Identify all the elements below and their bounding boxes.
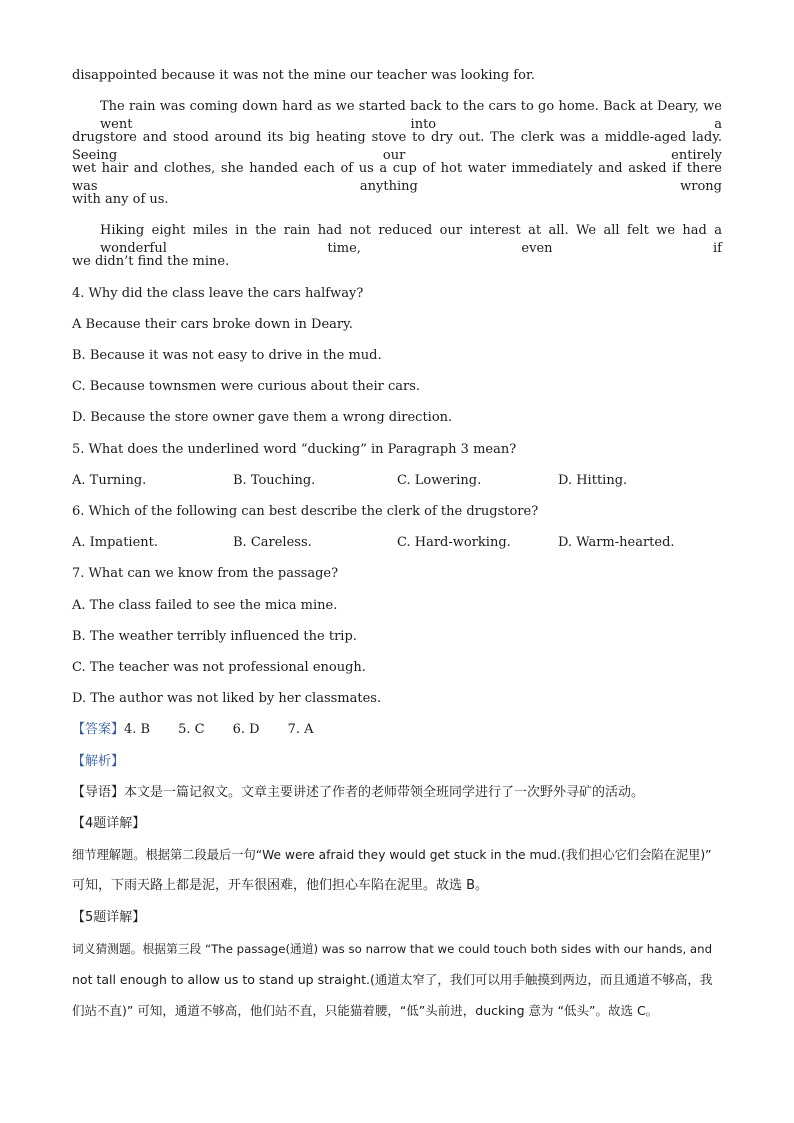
answer-4: 4. B bbox=[124, 722, 151, 737]
question-option: C. Hard-working. bbox=[397, 535, 511, 550]
question-option: A. Turning. bbox=[72, 473, 147, 488]
question-option: D. Because the store owner gave them a wrong direction. bbox=[72, 410, 453, 425]
question-option: D. Hitting. bbox=[558, 473, 628, 488]
answer-7: 7. A bbox=[287, 722, 314, 737]
q4-detail-line: 可知，下雨天路上都是泥，开车很困难，他们担心车陷在泥里。故选 B。 bbox=[72, 878, 489, 893]
q5-detail-line: 们站不直)” 可知，通道不够高，他们站不直，只能猫着腰，“低”头前进，ducking 意为 “低头”。故选 C。 bbox=[72, 1003, 659, 1018]
passage-line: wet hair and clothes, she handed each of us a cup of hot water immediately and asked if there was anything wrong bbox=[72, 161, 722, 194]
analysis-label: 【解析】 bbox=[72, 754, 125, 769]
passage-line: disappointed because it was not the mine our teacher was looking for. bbox=[72, 68, 535, 83]
question-stem: 5. What does the underlined word “ducking” in Paragraph 3 mean? bbox=[72, 442, 517, 457]
answer-5: 5. C bbox=[178, 722, 205, 737]
question-option: D. Warm-hearted. bbox=[558, 535, 675, 550]
question-option: D. The author was not liked by her classmates. bbox=[72, 691, 382, 706]
q4-detail-line: 细节理解题。根据第二段最后一句“We were afraid they would get stuck in the mud.(我们担心它们会陷在泥里)” bbox=[72, 848, 712, 862]
answer-line bbox=[72, 721, 314, 739]
passage-line: Hiking eight miles in the rain had not reduced our interest at all. We all felt we had a wonderful time, even if bbox=[100, 223, 722, 256]
passage-line: we didn’t find the mine. bbox=[72, 254, 230, 269]
question-option: A. Impatient. bbox=[72, 535, 158, 550]
passage-line: The rain was coming down hard as we started back to the cars to go home. Back at Deary, we went into a bbox=[100, 99, 722, 132]
answer-6: 6. D bbox=[232, 722, 260, 737]
question-option: B. The weather terribly influenced the trip. bbox=[72, 629, 357, 644]
guide-text: 本文是一篇记叙文。文章主要讲述了作者的老师带领全班同学进行了一次野外寻矿的活动。 bbox=[124, 785, 645, 800]
question-stem: 6. Which of the following can best describe the clerk of the drugstore? bbox=[72, 504, 539, 519]
guide-line bbox=[72, 784, 644, 802]
q5-detail-line: not tall enough to allow us to stand up straight.(通道太窄了，我们可以用手触摸到两边，而且通道不够高，我 bbox=[72, 972, 713, 987]
question-stem: 4. Why did the class leave the cars halfway? bbox=[72, 286, 364, 301]
question-option: C. The teacher was not professional enough. bbox=[72, 660, 366, 675]
q5-detail-label: 【5题详解】 bbox=[72, 910, 146, 925]
question-option: A Because their cars broke down in Deary. bbox=[72, 317, 353, 332]
answer-label: 【答案】 bbox=[72, 722, 125, 737]
guide-label: 【导语】 bbox=[72, 785, 125, 800]
question-option: B. Touching. bbox=[233, 473, 316, 488]
q4-detail-label: 【4题详解】 bbox=[72, 816, 146, 831]
question-option: B. Careless. bbox=[233, 535, 312, 550]
question-option: C. Lowering. bbox=[397, 473, 482, 488]
question-option: B. Because it was not easy to drive in the mud. bbox=[72, 348, 382, 363]
passage-line: with any of us. bbox=[72, 192, 169, 207]
question-stem: 7. What can we know from the passage? bbox=[72, 566, 339, 581]
q5-detail-line: 词义猜测题。根据第三段 “The passage(通道) was so narrow that we could touch both sides with our hands, and bbox=[72, 942, 713, 956]
passage-line: drugstore and stood around its big heating stove to dry out. The clerk was a middle-aged lady. Seeing our entirely bbox=[72, 130, 722, 163]
question-option: A. The class failed to see the mica mine. bbox=[72, 598, 338, 613]
question-option: C. Because townsmen were curious about their cars. bbox=[72, 379, 421, 394]
